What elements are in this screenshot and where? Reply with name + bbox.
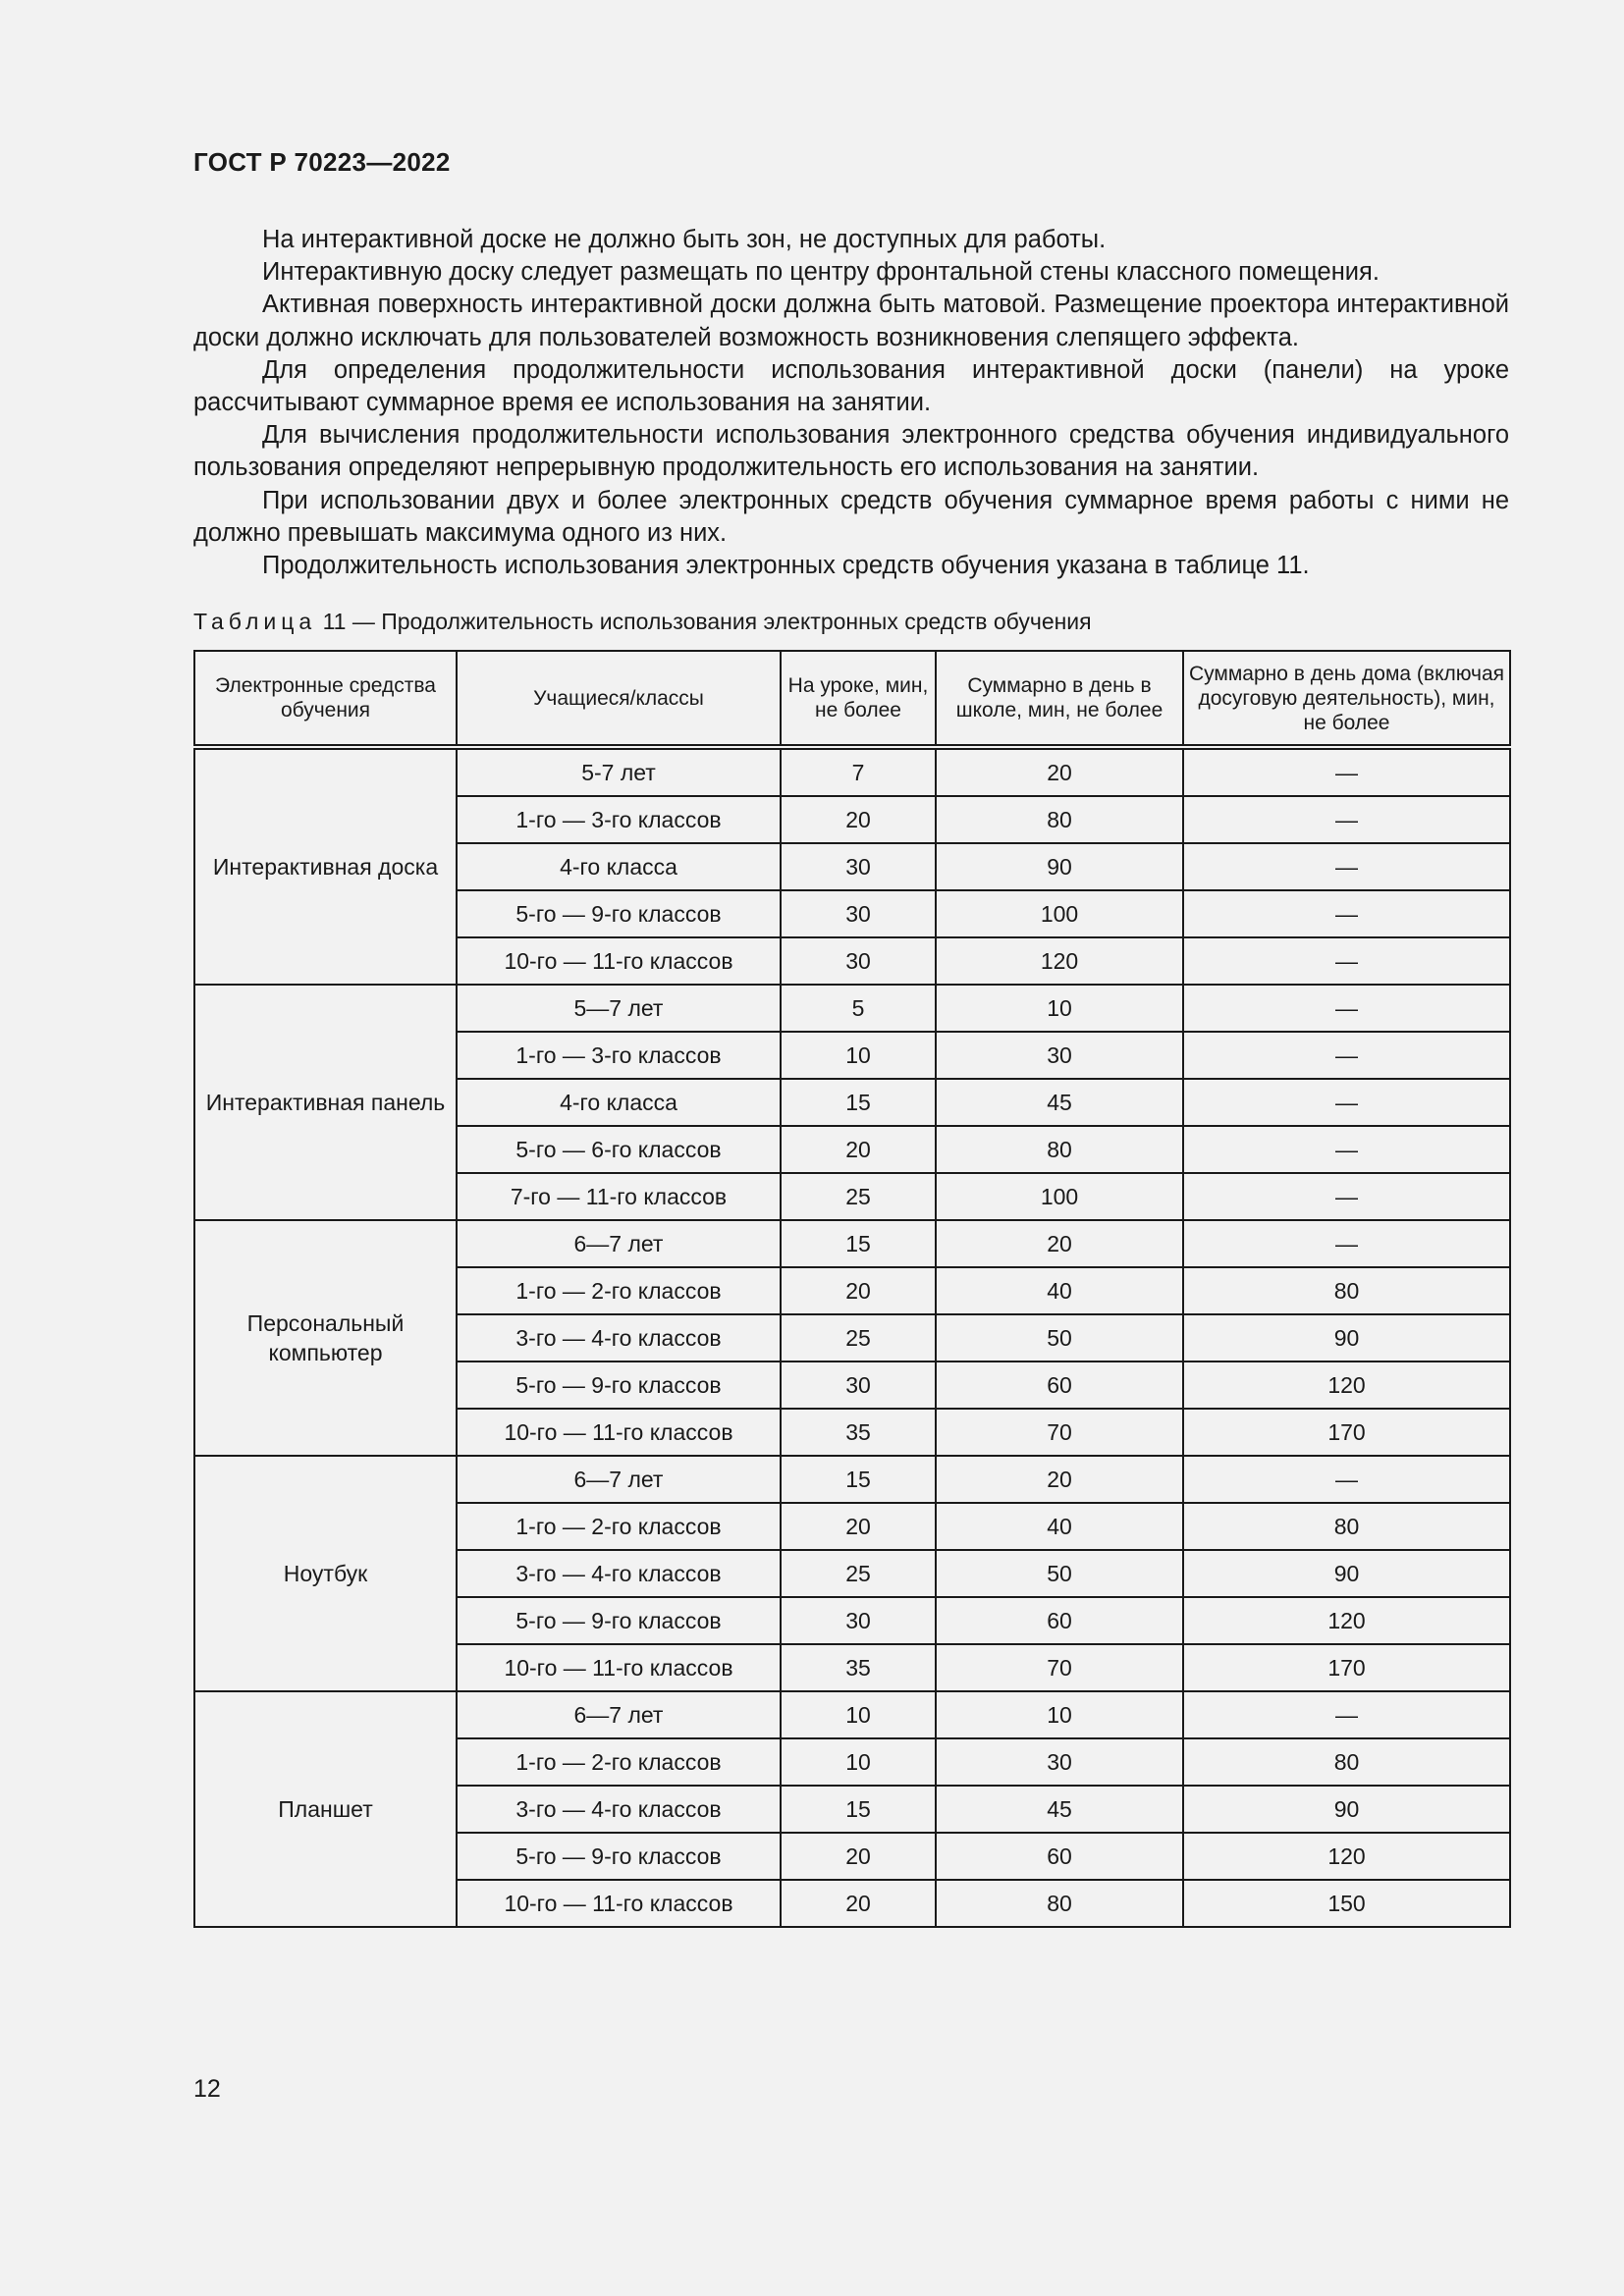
students-cell: 1-го — 2-го классов [457, 1503, 781, 1550]
home-daily-cell: — [1183, 1456, 1510, 1503]
home-daily-cell: — [1183, 1691, 1510, 1738]
table-body [194, 747, 1510, 1927]
school-daily-cell: 70 [936, 1644, 1183, 1691]
per-lesson-cell: 15 [781, 1786, 936, 1833]
home-daily-cell: — [1183, 890, 1510, 937]
data-table [193, 650, 1511, 1928]
school-daily-cell: 20 [936, 747, 1183, 796]
school-daily-cell: 10 [936, 985, 1183, 1032]
home-daily-cell: 90 [1183, 1786, 1510, 1833]
page-number: 12 [193, 2075, 221, 2103]
school-daily-cell: 100 [936, 1173, 1183, 1220]
school-daily-cell: 20 [936, 1220, 1183, 1267]
students-cell: 1-го — 3-го классов [457, 1032, 781, 1079]
device-group-cell: Ноутбук [194, 1456, 457, 1691]
school-daily-cell: 40 [936, 1503, 1183, 1550]
students-cell: 5-го — 9-го классов [457, 1597, 781, 1644]
per-lesson-cell: 25 [781, 1550, 936, 1597]
students-cell: 5—7 лет [457, 985, 781, 1032]
school-daily-cell: 80 [936, 1126, 1183, 1173]
students-cell: 4-го класса [457, 843, 781, 890]
home-daily-cell: 170 [1183, 1409, 1510, 1456]
per-lesson-cell: 30 [781, 1362, 936, 1409]
school-daily-cell: 60 [936, 1833, 1183, 1880]
students-cell: 6—7 лет [457, 1691, 781, 1738]
school-daily-cell: 80 [936, 796, 1183, 843]
header-cell: Суммарно в день дома (включая досуговую деятельность), мин, не более [1183, 651, 1510, 747]
home-daily-cell: 150 [1183, 1880, 1510, 1927]
students-cell: 3-го — 4-го классов [457, 1550, 781, 1597]
home-daily-cell: — [1183, 1126, 1510, 1173]
paragraph: При использовании двух и более электронных средств обучения суммарное время работы с ними не должно превышать максимума одного из них. [193, 486, 1509, 547]
students-cell: 7-го — 11-го классов [457, 1173, 781, 1220]
students-cell: 10-го — 11-го классов [457, 937, 781, 985]
table-header-row [194, 651, 1510, 747]
header-cell: Учащиеся/классы [457, 651, 781, 747]
per-lesson-cell: 5 [781, 985, 936, 1032]
table-row [194, 1691, 1510, 1738]
paragraph: На интерактивной доске не должно быть зон, не доступных для работы. [262, 226, 1107, 253]
home-daily-cell: 120 [1183, 1597, 1510, 1644]
school-daily-cell: 70 [936, 1409, 1183, 1456]
per-lesson-cell: 7 [781, 747, 936, 796]
table-row [194, 985, 1510, 1032]
home-daily-cell: 170 [1183, 1644, 1510, 1691]
students-cell: 3-го — 4-го классов [457, 1314, 781, 1362]
device-group-cell: Интерактивная панель [194, 985, 457, 1220]
school-daily-cell: 100 [936, 890, 1183, 937]
per-lesson-cell: 10 [781, 1032, 936, 1079]
header-cell: Электронные средства обучения [194, 651, 457, 747]
school-daily-cell: 30 [936, 1032, 1183, 1079]
home-daily-cell: 120 [1183, 1833, 1510, 1880]
school-daily-cell: 50 [936, 1550, 1183, 1597]
students-cell: 5-го — 9-го классов [457, 1833, 781, 1880]
school-daily-cell: 80 [936, 1880, 1183, 1927]
school-daily-cell: 120 [936, 937, 1183, 985]
school-daily-cell: 20 [936, 1456, 1183, 1503]
per-lesson-cell: 20 [781, 1880, 936, 1927]
table-caption [193, 609, 1092, 635]
table-row [194, 1456, 1510, 1503]
home-daily-cell: — [1183, 937, 1510, 985]
per-lesson-cell: 25 [781, 1314, 936, 1362]
per-lesson-cell: 30 [781, 937, 936, 985]
per-lesson-cell: 10 [781, 1738, 936, 1786]
paragraph: Для определения продолжительности использования интерактивной доски (панели) на уроке рассчитывают суммарное время ее использования на занятии. [193, 355, 1509, 417]
students-cell: 10-го — 11-го классов [457, 1409, 781, 1456]
home-daily-cell: — [1183, 985, 1510, 1032]
per-lesson-cell: 30 [781, 890, 936, 937]
home-daily-cell: 90 [1183, 1314, 1510, 1362]
students-cell: 1-го — 3-го классов [457, 796, 781, 843]
school-daily-cell: 45 [936, 1079, 1183, 1126]
paragraph: Интерактивную доску следует размещать по центру фронтальной стены классного помещения. [262, 258, 1380, 287]
table-row [194, 1220, 1510, 1267]
per-lesson-cell: 15 [781, 1456, 936, 1503]
home-daily-cell: — [1183, 1079, 1510, 1126]
school-daily-cell: 60 [936, 1362, 1183, 1409]
students-cell: 1-го — 2-го классов [457, 1738, 781, 1786]
students-cell: 5-го — 9-го классов [457, 890, 781, 937]
students-cell: 5-7 лет [457, 747, 781, 796]
device-group-cell: Интерактивная доска [194, 747, 457, 985]
home-daily-cell: — [1183, 843, 1510, 890]
students-cell: 6—7 лет [457, 1456, 781, 1503]
school-daily-cell: 10 [936, 1691, 1183, 1738]
device-group-cell: Планшет [194, 1691, 457, 1927]
per-lesson-cell: 20 [781, 1126, 936, 1173]
per-lesson-cell: 30 [781, 843, 936, 890]
home-daily-cell: — [1183, 796, 1510, 843]
per-lesson-cell: 15 [781, 1079, 936, 1126]
school-daily-cell: 30 [936, 1738, 1183, 1786]
header-cell: Суммарно в день в школе, мин, не более [936, 651, 1183, 747]
home-daily-cell: 90 [1183, 1550, 1510, 1597]
home-daily-cell: 80 [1183, 1738, 1510, 1786]
students-cell: 5-го — 9-го классов [457, 1362, 781, 1409]
per-lesson-cell: 10 [781, 1691, 936, 1738]
paragraph: Продолжительность использования электронных средств обучения указана в таблице 11. [262, 552, 1310, 580]
home-daily-cell: 120 [1183, 1362, 1510, 1409]
home-daily-cell: — [1183, 1032, 1510, 1079]
school-daily-cell: 90 [936, 843, 1183, 890]
students-cell: 10-го — 11-го классов [457, 1880, 781, 1927]
per-lesson-cell: 35 [781, 1409, 936, 1456]
home-daily-cell: 80 [1183, 1267, 1510, 1314]
home-daily-cell: 80 [1183, 1503, 1510, 1550]
header-cell: На уроке, мин, не более [781, 651, 936, 747]
paragraph: Активная поверхность интерактивной доски должна быть матовой. Размещение проектора интерактивной доски должно исключать для пользователей возможность возникновения слепящего эффекта. [193, 291, 1509, 351]
paragraph: Для вычисления продолжительности использования электронного средства обучения индивидуального пользования определяют непрерывную продолжительность его использования на занятии. [193, 421, 1509, 482]
home-daily-cell: — [1183, 1173, 1510, 1220]
per-lesson-cell: 20 [781, 1267, 936, 1314]
home-daily-cell: — [1183, 1220, 1510, 1267]
table-caption-label: Таблица [193, 609, 317, 634]
home-daily-cell: — [1183, 747, 1510, 796]
students-cell: 4-го класса [457, 1079, 781, 1126]
per-lesson-cell: 30 [781, 1597, 936, 1644]
device-group-cell: Персональный компьютер [194, 1220, 457, 1456]
students-cell: 6—7 лет [457, 1220, 781, 1267]
school-daily-cell: 60 [936, 1597, 1183, 1644]
students-cell: 1-го — 2-го классов [457, 1267, 781, 1314]
per-lesson-cell: 20 [781, 1833, 936, 1880]
per-lesson-cell: 20 [781, 1503, 936, 1550]
per-lesson-cell: 20 [781, 796, 936, 843]
per-lesson-cell: 25 [781, 1173, 936, 1220]
table-row [194, 747, 1510, 796]
school-daily-cell: 40 [936, 1267, 1183, 1314]
body-text [193, 224, 1509, 582]
per-lesson-cell: 35 [781, 1644, 936, 1691]
school-daily-cell: 50 [936, 1314, 1183, 1362]
students-cell: 3-го — 4-го классов [457, 1786, 781, 1833]
students-cell: 10-го — 11-го классов [457, 1644, 781, 1691]
table-caption-text: 11 — Продолжительность использования электронных средств обучения [322, 609, 1092, 634]
school-daily-cell: 45 [936, 1786, 1183, 1833]
document-header: ГОСТ Р 70223—2022 [193, 147, 451, 177]
per-lesson-cell: 15 [781, 1220, 936, 1267]
students-cell: 5-го — 6-го классов [457, 1126, 781, 1173]
